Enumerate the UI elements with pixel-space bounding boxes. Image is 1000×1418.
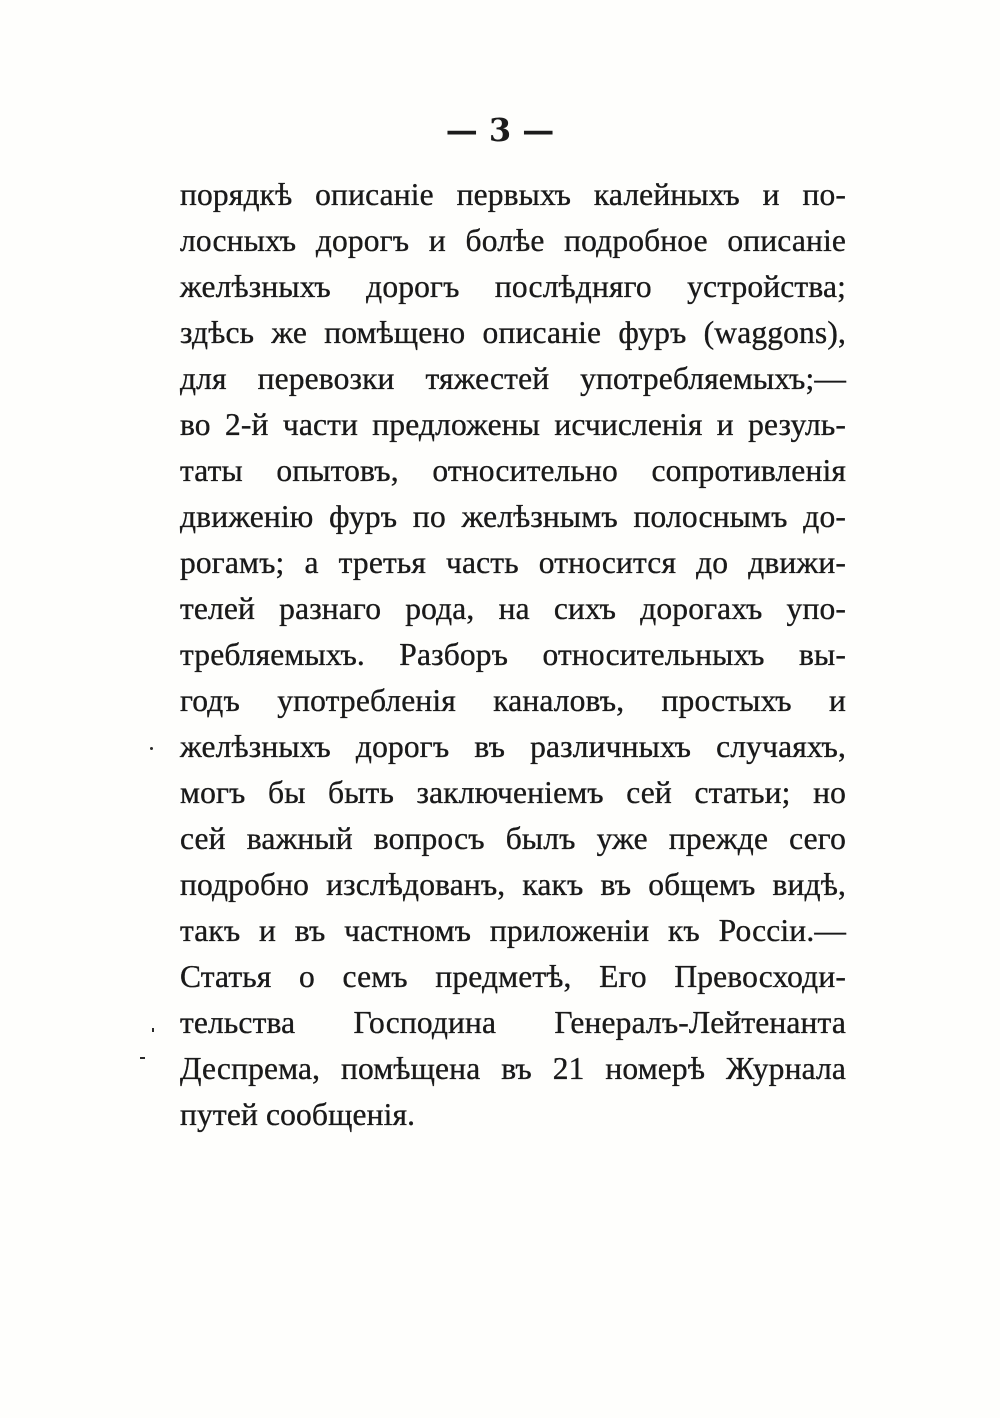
text-line: требляемыхъ. Разборъ относительныхъ вы- xyxy=(180,637,846,672)
text-line: подробно изслѣдованъ, какъ въ общемъ видѣ, xyxy=(180,867,846,902)
text-line: телей разнаго рода, на сихъ дорогахъ упо- xyxy=(180,591,846,626)
text-line: тельства Господина Генералъ-Лейтенанта xyxy=(180,1005,846,1040)
ink-speck xyxy=(150,747,153,750)
text-line: движенію фуръ по желѣзнымъ полоснымъ до- xyxy=(180,499,846,534)
text-line: такъ и въ частномъ приложеніи къ Россіи.— xyxy=(180,913,846,948)
text-line: желѣзныхъ дорогъ въ различныхъ случаяхъ, xyxy=(180,729,846,764)
text-line: Статья о семъ предметѣ, Его Превосходи- xyxy=(180,959,846,994)
text-line: могъ бы быть заключеніемъ сей статьи; но xyxy=(180,775,846,810)
text-line: желѣзныхъ дорогъ послѣдняго устройства; xyxy=(180,269,846,304)
text-line: путей сообщенія. xyxy=(180,1097,416,1132)
text-line: сей важный вопросъ былъ уже прежде сего xyxy=(180,821,846,856)
ink-speck xyxy=(140,1057,145,1059)
text-line: лосныхъ дорогъ и болѣе подробное описаніе xyxy=(180,223,846,258)
ink-speck xyxy=(152,1028,154,1032)
text-line: годъ употребленія каналовъ, простыхъ и xyxy=(180,683,846,718)
text-line: Деспрема, помѣщена въ 21 номерѣ Журнала xyxy=(180,1051,846,1086)
text-line: для перевозки тяжестей употребляемыхъ;— xyxy=(180,361,846,396)
page-number: — 3 — xyxy=(445,111,555,149)
text-line: рогамъ; а третья часть относится до движи- xyxy=(180,545,846,580)
text-line: порядкѣ описаніе первыхъ калейныхъ и по- xyxy=(180,177,846,212)
body-text xyxy=(180,172,846,1138)
text-line: таты опытовъ, относительно сопротивленія xyxy=(180,453,846,488)
text-line: во 2-й части предложены исчисленія и резуль- xyxy=(180,407,846,442)
text-line: здѣсь же помѣщено описаніе фуръ (waggons), xyxy=(180,315,846,350)
